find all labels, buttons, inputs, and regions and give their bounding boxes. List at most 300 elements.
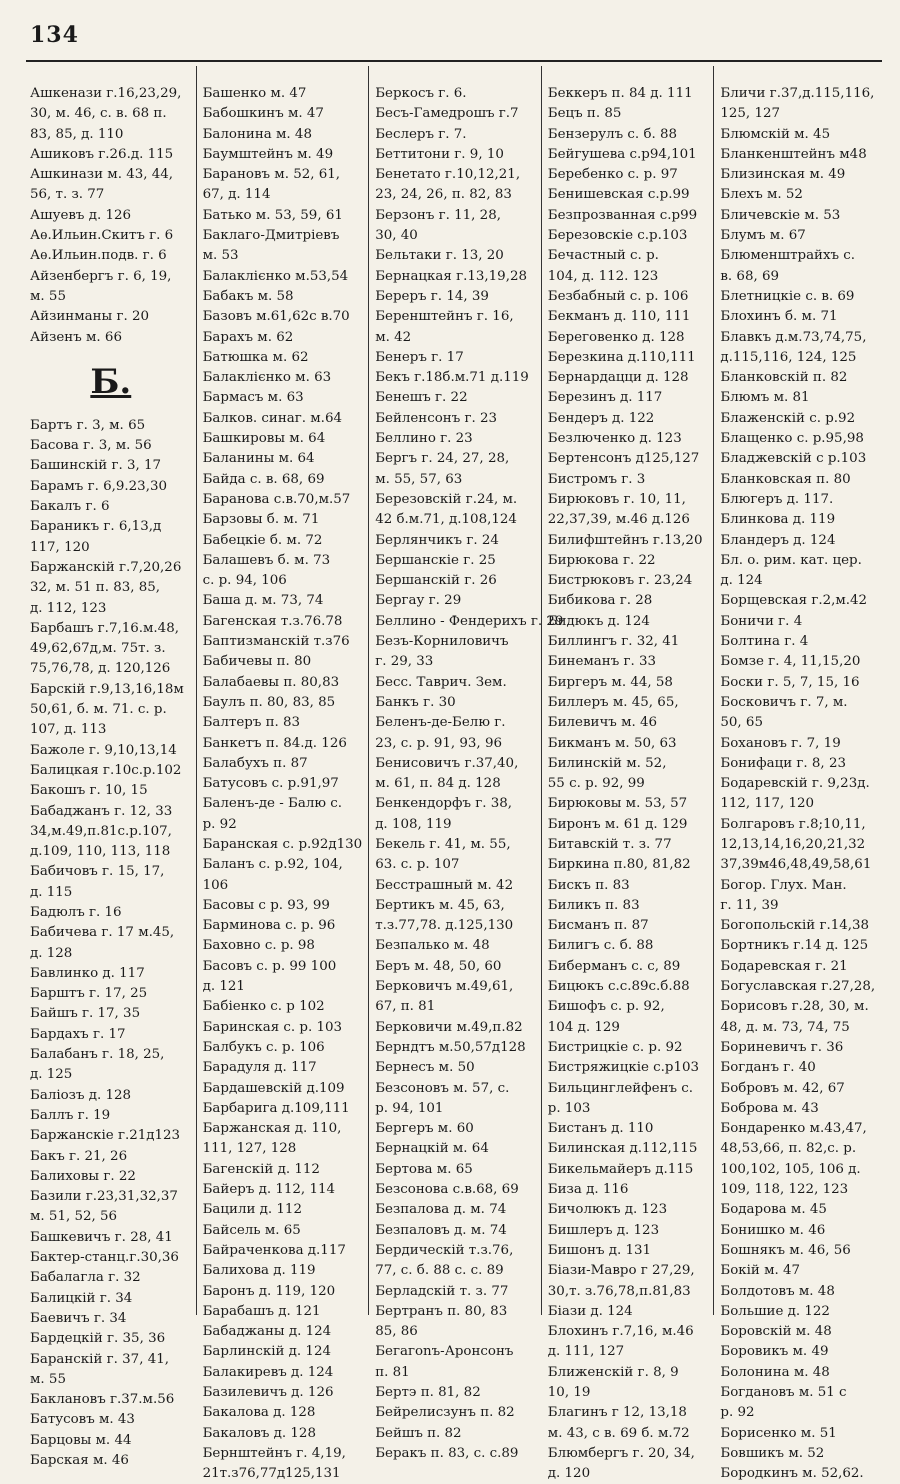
directory-entry-line: Аѳ.Ильин.Скитъ г. 6 — [30, 228, 174, 244]
directory-entry-line: Бортникъ г.14 д. 125 — [720, 938, 869, 954]
directory-entry-line: р. 103 — [547, 1100, 591, 1116]
directory-entry-line: Бесъ-Гамедрошъ г.7 — [375, 106, 519, 122]
directory-entry-line: Берладскій т. з. 77 — [375, 1283, 509, 1299]
directory-entry-line: Бабакъ м. 58 — [202, 288, 294, 304]
directory-entry-line: Блюменштрайхъ с. — [720, 248, 856, 264]
directory-entry-line: 10, 19 — [547, 1385, 591, 1400]
directory-entry-line: 49,62,67д,м. 75т. з. — [30, 641, 166, 657]
directory-entry-line: 32, м. 51 п. 83, 85, — [30, 580, 161, 596]
directory-entry-line: Бабичевы п. 80 — [202, 654, 312, 670]
directory-entry-line: м. 53 — [202, 248, 239, 264]
directory-entry-line: Балабухъ п. 87 — [202, 755, 308, 771]
directory-entry-line: Бардашевскій д.109 — [202, 1080, 345, 1096]
directory-entry-line: Баржанскіе г.21д123 — [30, 1128, 181, 1144]
directory-entry-line: Біази-Мавро г 27,29, — [547, 1263, 695, 1279]
directory-entry-line: Безлюченко д. 123 — [547, 431, 682, 447]
directory-entry-line: в. 68, 69 — [720, 268, 780, 284]
directory-entry-line: 107, д. 113 — [30, 722, 107, 738]
directory-entry-line: Бармасъ м. 63 — [202, 390, 304, 406]
page-number: 134 — [30, 22, 79, 48]
directory-entry-line: Бикманъ м. 50, 63 — [547, 735, 677, 751]
directory-entry-line: Бирюкова г. 22 — [547, 552, 656, 568]
directory-entry-line: Барлинскій д. 124 — [202, 1344, 331, 1360]
directory-entry-line: Бацили д. 112 — [202, 1202, 302, 1218]
column-3 — [369, 66, 564, 1461]
directory-entry-line: Борщевская г.2,м.42 — [720, 593, 868, 609]
directory-entry-line: Бидюкъ д. 124 — [547, 613, 650, 629]
directory-entry-line: Бензерулъ с. б. 88 — [547, 126, 678, 142]
directory-entry-line: Бохановъ г. 7, 19 — [720, 735, 841, 751]
directory-entry-line: Бильцинглейфенъ с. — [547, 1080, 694, 1096]
directory-entry-line: д. 121 — [202, 979, 245, 995]
directory-entry-line: Бергъ г. 24, 27, 28, — [375, 451, 510, 467]
directory-entry-line: Балашевъ б. м. 73 — [202, 552, 331, 568]
directory-entry-line: Блащенко с. р.95,98 — [720, 431, 864, 447]
directory-entry-line: Байраченкова д.117 — [202, 1242, 346, 1258]
directory-entry-line: Бондаренко м.43,47, — [720, 1121, 867, 1137]
directory-entry-line: Билинскій м. 52, — [547, 755, 667, 771]
directory-entry-line: 85, 86 — [375, 1324, 418, 1340]
directory-entry-line: 30, 40 — [375, 228, 418, 244]
directory-entry-line: Болтина г. 4 — [720, 634, 809, 650]
directory-entry-line: Богданъ г. 40 — [720, 1060, 816, 1076]
directory-entry-line: Безбабный с. р. 106 — [547, 288, 689, 304]
directory-entry-line: Беленъ-де-Белю г. — [375, 715, 506, 731]
directory-entry-line: Бицюкъ с.с.89с.б.88 — [547, 979, 690, 995]
directory-entry-line: Беренштейнъ г. 16, — [375, 309, 514, 325]
directory-entry-line: Бертэ п. 81, 82 — [375, 1385, 481, 1400]
directory-entry-line: Бекъ г.18б.м.71 д.119 — [375, 370, 529, 386]
directory-entry-line: Баулъ п. 80, 83, 85 — [202, 694, 336, 710]
directory-entry-line: Баллъ г. 19 — [30, 1107, 111, 1123]
directory-entry-line: 34,м.49,п.81с.р.107, — [30, 823, 172, 839]
directory-entry-line: Баклановъ г.37.м.56 — [30, 1392, 175, 1408]
directory-entry-line: Бонифаци г. 8, 23 — [720, 755, 846, 771]
directory-entry-line: Ближенскій г. 8, 9 — [547, 1364, 679, 1380]
directory-entry-line: Бабіенко с. р 102 — [202, 999, 325, 1015]
directory-entry-line: Барбашъ г.7,16.м.48, — [30, 620, 179, 636]
column-2 — [197, 66, 370, 1482]
column-5 — [714, 66, 886, 1482]
directory-entry-line: Барамъ г. 6,9.23,30 — [30, 478, 167, 494]
directory-entry-line: Бланковская п. 80 — [720, 471, 851, 487]
directory-entry-line: 63. с. р. 107 — [375, 857, 460, 873]
directory-entry-line: Беллино г. 23 — [375, 431, 473, 447]
directory-entry-line: Айзинманы г. 20 — [30, 309, 150, 325]
directory-entry-line: Башкировы м. 64 — [202, 431, 326, 447]
directory-entry-line: Бесс. Таврич. Зем. — [375, 674, 507, 690]
directory-entry-line: Бабичовъ г. 15, 17, — [30, 864, 165, 880]
directory-entry-line: Барановъ м. 52, 61, — [202, 167, 341, 183]
directory-entry-line: Бличи г.37,д.115,116, — [720, 86, 875, 101]
directory-entry-line: Барабашъ д. 121 — [202, 1303, 321, 1319]
directory-entry-line: 67, п. 81 — [375, 999, 436, 1015]
directory-entry-line: Барбарига д.109,111 — [202, 1100, 350, 1116]
directory-entry-line: м. 61, п. 84 д. 128 — [375, 776, 501, 792]
directory-entry-line: Айзенъ м. 66 — [30, 329, 122, 345]
directory-entry-line: Бенетато г.10,12,21, — [375, 167, 521, 183]
directory-entry-line: Блохинъ г.7,16, м.46 — [547, 1324, 694, 1340]
directory-entry-line: Боничи г. 4 — [720, 613, 803, 629]
directory-entry-line: 42 б.м.71, д.108,124 — [375, 512, 517, 528]
directory-entry-line: Байшъ г. 17, 35 — [30, 1006, 141, 1022]
directory-entry-line: Беккеръ п. 84 д. 111 — [547, 86, 693, 101]
directory-entry-line: Барахъ м. 62 — [202, 329, 294, 345]
directory-entry-line: Барминова с. р. 96 — [202, 918, 336, 934]
directory-entry-line: Бершанскій г. 26 — [375, 573, 497, 589]
directory-entry-line: Блюмбергъ г. 20, 34, — [547, 1445, 695, 1461]
directory-entry-line: Береговенко д. 128 — [547, 329, 685, 345]
directory-entry-line: Биргеръ м. 44, 58 — [547, 674, 673, 690]
directory-entry-line: Березкина д.110,111 — [547, 349, 696, 365]
directory-entry-line: Билифштейнъ г.13,20 — [547, 532, 703, 548]
directory-entry-line: Аѳ.Ильин.подв. г. 6 — [30, 248, 167, 264]
directory-entry-line: Бардецкій г. 35, 36 — [30, 1331, 166, 1347]
directory-entry-line: Безпрозванная с.р99 — [547, 207, 698, 223]
directory-entry-line: Бишофъ с. р. 92, — [547, 999, 665, 1015]
directory-entry-line: д. 128 — [30, 945, 73, 961]
directory-entry-line: Борисовъ г.28, 30, м. — [720, 999, 869, 1015]
directory-entry-line: Блюмъ м. 81 — [720, 390, 810, 406]
directory-entry-line: м. 51, 52, 56 — [30, 1209, 118, 1225]
directory-entry-line: Барзовы б. м. 71 — [202, 512, 320, 528]
directory-entry-line: Безсоновъ м. 57, с. — [375, 1080, 510, 1096]
directory-entry-line: Банкъ г. 30 — [375, 694, 456, 710]
directory-entry-line: 117, 120 — [30, 539, 90, 555]
directory-entry-line: Борисенко м. 51 — [720, 1425, 837, 1441]
directory-entry-line: Балков. синаг. м.64 — [202, 410, 342, 426]
directory-entry-line: Баранскій г. 37, 41, — [30, 1351, 170, 1367]
directory-entry-line: Болдотовъ м. 48 — [720, 1283, 835, 1299]
directory-entry-line: Беслеръ г. 7. — [375, 126, 467, 142]
directory-entry-line: Бабаджаны д. 124 — [202, 1324, 332, 1340]
directory-entry-line: Бомзе г. 4, 11,15,20 — [720, 654, 861, 670]
directory-entry-line: Бичолюкъ д. 123 — [547, 1202, 668, 1218]
directory-entry-line: Бенеръ г. 17 — [375, 349, 464, 365]
directory-entry-line: Бардахъ г. 17 — [30, 1026, 126, 1042]
directory-entry-line: Бориневичъ г. 36 — [720, 1039, 844, 1055]
directory-entry-line: Блаженскій с. р.92 — [720, 410, 856, 426]
directory-entry-line: Береръ г. 14, 39 — [375, 288, 489, 304]
directory-entry-line: 56, т. з. 77 — [30, 187, 105, 203]
directory-entry-line: 30,т. з.76,78,п.81,83 — [547, 1283, 691, 1299]
directory-entry-line: т.з.77,78. д.125,130 — [375, 918, 514, 934]
directory-entry-line: Барская м. 46 — [30, 1453, 129, 1468]
directory-entry-line: Бенешъ г. 22 — [375, 390, 468, 406]
directory-entry-line: Бердическій т.з.76, — [375, 1242, 514, 1258]
directory-entry-line: 23, 24, 26, п. 82, 83 — [375, 187, 512, 203]
directory-entry-line: Биликъ п. 83 — [547, 897, 640, 913]
directory-entry-line: Бертенсонъ д125,127 — [547, 451, 700, 467]
directory-entry-line: Бакошъ г. 10, 15 — [30, 783, 148, 799]
directory-entry-line: Безпалова д. м. 74 — [375, 1202, 507, 1218]
directory-entry-line: д. 115 — [30, 884, 73, 900]
directory-entry-line: Баклаго-Дмитріевъ — [202, 228, 340, 244]
directory-entry-line: Бландеръ д. 124 — [720, 532, 836, 548]
directory-entry-line: Бистанъ д. 110 — [547, 1121, 654, 1137]
directory-entry-line: 100,102, 105, 106 д. — [720, 1161, 861, 1177]
directory-entry-line: Бавлинко д. 117 — [30, 965, 145, 981]
directory-entry-line: Близинская м. 49 — [720, 167, 846, 183]
directory-entry-line: Базовъ м.61,62с в.70 — [202, 309, 350, 325]
directory-entry-line: 37,39м46,48,49,58,61 — [720, 857, 872, 873]
directory-entry-line: Байеръ д. 112, 114 — [202, 1182, 336, 1198]
directory-entry-line: Биркина п.80, 81,82 — [547, 857, 691, 873]
directory-entry-line: 12,13,14,16,20,21,32 — [720, 836, 866, 852]
directory-entry-line: 112, 117, 120 — [720, 796, 815, 812]
directory-entry-line: Бланковскій п. 82 — [720, 370, 848, 386]
directory-entry-line: Боброва м. 43 — [720, 1100, 819, 1116]
directory-entry-line: 77, с. б. 88 с. с. 89 — [375, 1263, 504, 1279]
directory-entry-line: Бертранъ п. 80, 83 — [375, 1303, 508, 1319]
directory-entry-line: Баша д. м. 73, 74 — [202, 593, 324, 609]
directory-entry-line: Балонина м. 48 — [202, 126, 312, 142]
directory-entry-line: Бинеманъ г. 33 — [547, 654, 657, 670]
directory-entry-line: Березовскій г.24, м. — [375, 491, 518, 507]
directory-entry-line: Бадюлъ г. 16 — [30, 904, 122, 920]
directory-entry-line: д.115,116, 124, 125 — [720, 349, 857, 365]
directory-entry-line: Баржанскій г.7,20,26 — [30, 559, 182, 575]
letter-heading: Б. — [90, 361, 132, 402]
directory-entry-line: Бикельмайеръ д.115 — [547, 1161, 694, 1177]
directory-entry-line: м. 42 — [375, 329, 412, 345]
directory-entry-line: 75,76,78, д. 120,126 — [30, 661, 171, 677]
directory-entry-line: д. 120 — [547, 1466, 591, 1482]
directory-entry-line: Берковичи м.49,п.82 — [375, 1019, 523, 1035]
directory-entry-line: Блумъ м. 67 — [720, 228, 806, 244]
directory-entry-line: Баланъ с. р.92, 104, — [202, 857, 343, 873]
directory-entry-line: Бернацкая г.13,19,28 — [375, 268, 528, 284]
directory-entry-line: Бендеръ д. 122 — [547, 410, 655, 426]
directory-columns — [26, 66, 886, 1482]
directory-entry-line: Богопольскій г.14,38 — [720, 918, 870, 934]
directory-entry-line: Баховно с. р. 98 — [202, 938, 315, 954]
directory-entry-line: Бладжевскій с р.103 — [720, 451, 867, 467]
directory-entry-line: Беребенко с. р. 97 — [547, 167, 678, 183]
directory-entry-line: Богуславская г.27,28, — [720, 979, 876, 995]
directory-entry-line: Безъ-Корниловичъ — [375, 634, 509, 650]
directory-entry-line: Бирюковъ г. 10, 11, — [547, 491, 686, 507]
directory-entry-line: Болонина м. 48 — [720, 1364, 830, 1380]
directory-entry-line: Барскій г.9,13,16,18м — [30, 681, 184, 697]
directory-entry-line: Беркосъ г. 6. — [375, 86, 467, 101]
directory-entry-line: Беллино - Фендерихъ г. 29 — [375, 613, 564, 629]
directory-entry-line: г. 29, 33 — [375, 654, 434, 670]
directory-entry-line: Бейгушева с.р94,101 — [547, 146, 697, 162]
directory-entry-line: Богор. Глух. Ман. — [720, 877, 847, 893]
directory-entry-line: Балбукъ с. р. 106 — [202, 1039, 325, 1055]
directory-entry-line: Блехъ м. 52 — [720, 187, 803, 203]
directory-entry-line: Биллингъ г. 32, 41 — [547, 634, 680, 650]
directory-entry-line: Безсонова с.в.68, 69 — [375, 1182, 519, 1198]
directory-entry-line: Безпаловъ д. м. 74 — [375, 1222, 507, 1238]
directory-entry-line: Балицкій г. 34 — [30, 1290, 133, 1306]
column-4 — [542, 66, 715, 1482]
directory-entry-line: Блетницкіе с. в. 69 — [720, 288, 855, 304]
directory-entry-line: р. 92 — [202, 816, 237, 832]
directory-entry-line: Бертикъ м. 45, 63, — [375, 897, 505, 913]
directory-entry-line: Бекманъ д. 110, 111 — [547, 309, 691, 325]
directory-entry-line: д. 111, 127 — [547, 1344, 625, 1360]
directory-entry-line: Блавкъ д.м.73,74,75, — [720, 329, 867, 345]
directory-entry-line: Бирюковы м. 53, 57 — [547, 796, 688, 812]
directory-entry-line: с. р. 94, 106 — [202, 573, 287, 589]
directory-entry-line: Берндтъ м.50,57д128 — [375, 1039, 526, 1055]
directory-entry-line: Берлянчикъ г. 24 — [375, 532, 499, 548]
directory-entry-line: Батусовъ м. 43 — [30, 1412, 135, 1428]
directory-entry-line: Балабаевы п. 80,83 — [202, 674, 340, 690]
directory-entry-line: Боровскій м. 48 — [720, 1324, 832, 1340]
directory-entry-line: Бечастный с. р. — [547, 248, 659, 264]
directory-entry-line: 48,53,66, п. 82,с. р. — [720, 1141, 857, 1157]
directory-entry-line: Басова г. 3, м. 56 — [30, 438, 152, 454]
directory-entry-line: Ашкенази г.16,23,29, — [30, 86, 182, 101]
directory-entry-line: Берковичъ м.49,61, — [375, 979, 514, 995]
directory-entry-line: Бобровъ м. 42, 67 — [720, 1080, 845, 1096]
directory-entry-line: д. 112, 123 — [30, 600, 107, 616]
directory-entry-line: Барштъ г. 17, 25 — [30, 986, 148, 1002]
directory-entry-line: Бодарова м. 45 — [720, 1202, 827, 1218]
directory-entry-line: Батько м. 53, 59, 61 — [202, 207, 343, 223]
directory-entry-line: 50,61, б. м. 71. с. р. — [30, 702, 167, 718]
directory-entry-line: Бородкинъ м. 52,62. — [720, 1466, 864, 1482]
directory-entry-line: м. 43, с в. 69 б. м.72 — [547, 1425, 690, 1441]
directory-entry-line: Басовъ с. р. 99 100 — [202, 958, 337, 974]
directory-entry-line: Беракъ п. 83, с. с.89 — [375, 1445, 519, 1461]
directory-entry-line: 23, с. р. 91, 93, 96 — [375, 735, 502, 751]
directory-entry-line: Базили г.23,31,32,37 — [30, 1189, 178, 1205]
directory-entry-line: Бисманъ п. 87 — [547, 918, 649, 934]
directory-entry-line: Башинскій г. 3, 17 — [30, 458, 162, 474]
directory-entry-line: Бенисовичъ г.37,40, — [375, 755, 519, 771]
directory-entry-line: Бишлеръ д. 123 — [547, 1222, 660, 1238]
directory-entry-line: Баланины м. 64 — [202, 451, 315, 467]
directory-entry-line: Башкевичъ г. 28, 41 — [30, 1229, 173, 1245]
directory-entry-line: Боровикъ м. 49 — [720, 1344, 829, 1360]
directory-entry-line: Берзонъ г. 11, 28, — [375, 207, 501, 223]
directory-entry-line: Бакъ г. 21, 26 — [30, 1148, 128, 1164]
directory-entry-line: Богдановъ м. 51 с — [720, 1385, 847, 1400]
directory-entry-line: Балакиревъ д. 124 — [202, 1364, 334, 1380]
header-rule — [26, 60, 882, 62]
directory-entry-line: Блюмскій м. 45 — [720, 126, 831, 142]
directory-entry-line: Багенская т.з.76.78 — [202, 613, 343, 629]
directory-entry-line: Баумштейнъ м. 49 — [202, 146, 334, 162]
directory-entry-line: Бибикова г. 28 — [547, 593, 653, 609]
directory-entry-line: Блохинъ б. м. 71 — [720, 309, 838, 325]
directory-entry-line: д.109, 110, 113, 118 — [30, 844, 171, 860]
directory-entry-line: Бл. о. рим. кат. цер. — [720, 552, 862, 568]
directory-entry-line: Бабошкинъ м. 47 — [202, 106, 324, 122]
directory-entry-line: Баринская с. р. 103 — [202, 1019, 343, 1035]
directory-entry-line: 21т.з76,77д125,131 — [202, 1466, 341, 1482]
directory-entry-line: Бабалагла г. 32 — [30, 1270, 141, 1286]
directory-entry-line: Босковичъ г. 7, м. — [720, 694, 848, 710]
directory-entry-line: 30, м. 46, с. в. 68 п. — [30, 106, 167, 122]
directory-entry-line: Бажоле г. 9,10,13,14 — [30, 742, 177, 758]
directory-entry-line: Бернесъ м. 50 — [375, 1060, 475, 1076]
directory-entry-line: Басовы с р. 93, 99 — [202, 897, 330, 913]
directory-entry-line: Бистрюковъ г. 23,24 — [547, 573, 693, 589]
directory-entry-line: Баевичъ г. 34 — [30, 1310, 127, 1326]
directory-entry-line: Бонишко м. 46 — [720, 1222, 826, 1238]
directory-entry-line: Бельтаки г. 13, 20 — [375, 248, 504, 264]
directory-entry-line: р. 92 — [720, 1405, 755, 1421]
directory-entry-line: Балтеръ п. 83 — [202, 715, 301, 731]
directory-entry-line: Бартъ г. 3, м. 65 — [30, 417, 146, 433]
directory-entry-line: Багенскій д. 112 — [202, 1161, 320, 1177]
directory-entry-line: Баптизманскій т.з76 — [202, 634, 350, 650]
directory-entry-line: Бейшъ п. 82 — [375, 1425, 462, 1441]
directory-entry-line: 55 с. р. 92, 99 — [547, 776, 645, 792]
directory-entry-line: Березинъ д. 117 — [547, 390, 663, 406]
directory-entry-line: Бистромъ г. 3 — [547, 471, 646, 487]
directory-entry-line: р. 94, 101 — [375, 1100, 444, 1116]
directory-entry-line: Бершанскіе г. 25 — [375, 552, 496, 568]
directory-entry-line: 67, д. 114 — [202, 187, 271, 203]
directory-entry-line: м. 55, 57, 63 — [375, 471, 463, 487]
directory-entry-line: Бличевскіе м. 53 — [720, 207, 841, 223]
directory-entry-line: п. 81 — [375, 1364, 410, 1380]
directory-entry-line: Беттитони г. 9, 10 — [375, 146, 504, 162]
directory-entry-line: Бараникъ г. 6,13,д — [30, 519, 162, 535]
directory-entry-line: 50, 65 — [720, 715, 763, 731]
directory-entry-line: Бактер-станц.г.30,36 — [30, 1250, 179, 1266]
directory-entry-line: Бергау г. 29 — [375, 593, 462, 609]
directory-entry-line: Баранская с. р.92д130 — [202, 836, 363, 852]
directory-entry-line: Балиховы г. 22 — [30, 1168, 136, 1184]
directory-entry-line: д. 125 — [30, 1067, 73, 1083]
directory-entry-line: Балаклієнко м. 63 — [202, 370, 332, 386]
directory-entry-line: Блинкова д. 119 — [720, 512, 836, 528]
directory-entry-line: Базилевичъ д. 126 — [202, 1385, 334, 1400]
directory-entry-line: Бабецкіе б. м. 72 — [202, 532, 323, 548]
directory-entry-line: Бецъ п. 85 — [547, 106, 622, 122]
directory-entry-line: 104 д. 129 — [547, 1019, 620, 1035]
directory-entry-line: Бейрелисзунъ п. 82 — [375, 1405, 515, 1421]
directory-entry-line: Барадуля д. 117 — [202, 1060, 317, 1076]
directory-entry-line: Бакалова д. 128 — [202, 1405, 316, 1421]
directory-entry-line: Ашиковъ г.26.д. 115 — [30, 146, 174, 162]
directory-entry-line: д. 108, 119 — [375, 816, 452, 832]
directory-entry-line: Балабанъ г. 18, 25, — [30, 1047, 165, 1063]
directory-entry-line: Биллеръ м. 45, 65, — [547, 694, 679, 710]
directory-entry-line: Бекель г. 41, м. 55, — [375, 836, 511, 852]
directory-entry-line: Банкетъ п. 84.д. 126 — [202, 735, 347, 751]
directory-entry-line: Бесстрашный м. 42 — [375, 877, 514, 893]
directory-entry-line: Биберманъ с. с, 89 — [547, 958, 681, 974]
directory-entry-line: Бенишевская с.р.99 — [547, 187, 690, 203]
directory-entry-line: Бокій м. 47 — [720, 1263, 801, 1279]
directory-entry-line: м. 55 — [30, 288, 66, 304]
directory-entry-line: Башенко м. 47 — [202, 86, 307, 101]
directory-entry-line: Ашуевъ д. 126 — [30, 207, 132, 223]
directory-entry-line: Біази д. 124 — [547, 1303, 633, 1319]
directory-entry-line: 106 — [202, 877, 229, 893]
directory-entry-line: Батусовъ с. р.91,97 — [202, 776, 339, 792]
directory-entry-line: Битавскій т. з. 77 — [547, 836, 672, 852]
directory-entry-line: г. 11, 39 — [720, 897, 779, 913]
directory-entry-line: Бистряжицкіе с.р103 — [547, 1060, 700, 1076]
directory-entry-line: Билинская д.112,115 — [547, 1141, 698, 1157]
directory-entry-line: Бодаревская г. 21 — [720, 958, 848, 974]
directory-entry-line: Биронъ м. 61 д. 129 — [547, 816, 688, 832]
directory-entry-line: Бодаревскій г. 9,23д. — [720, 776, 870, 792]
directory-entry-line: Бовшикъ м. 52 — [720, 1445, 825, 1461]
directory-entry-line: Боски г. 5, 7, 15, 16 — [720, 674, 860, 690]
directory-entry-line: 48, д. м. 73, 74, 75 — [720, 1019, 850, 1035]
directory-entry-line: Бланкенштейнъ м48 — [720, 146, 867, 162]
